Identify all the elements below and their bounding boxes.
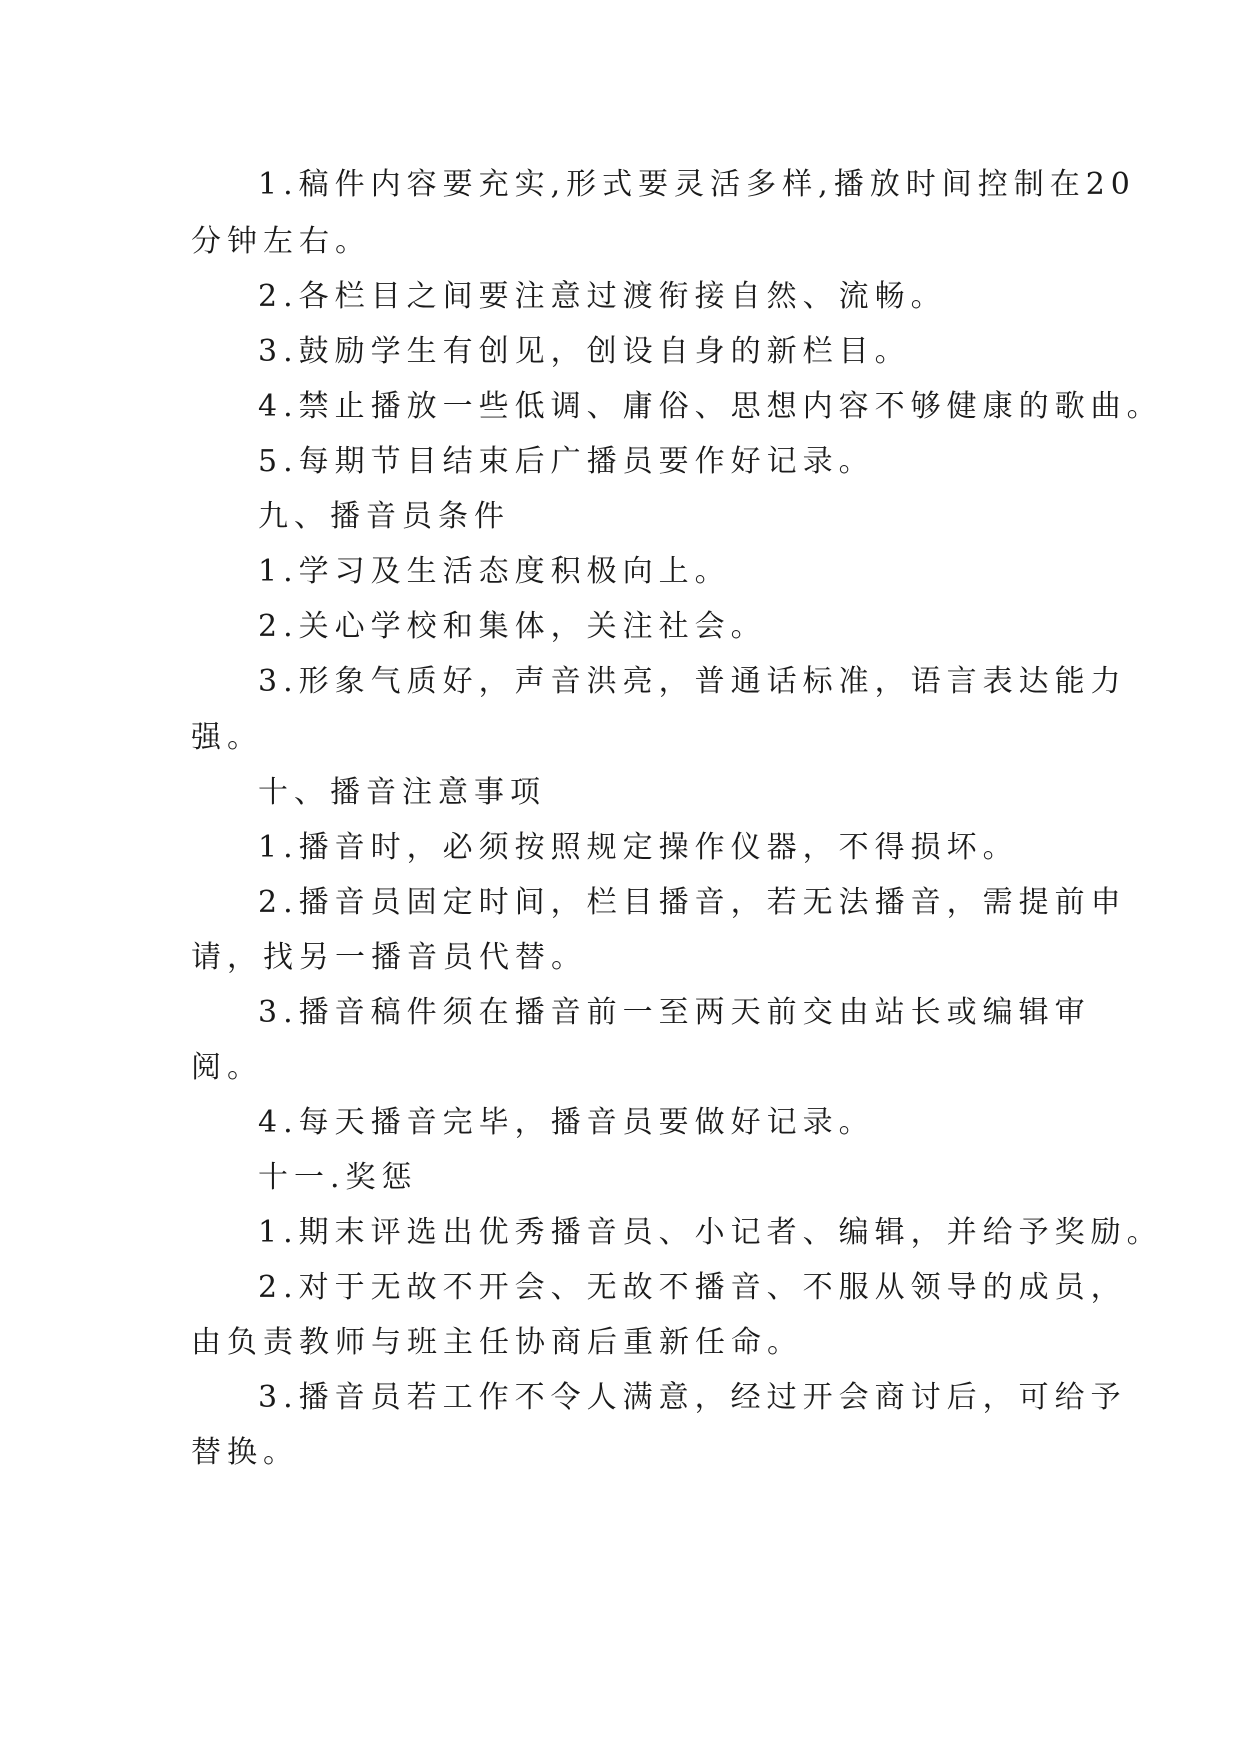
reward-item-1: 1.期末评选出优秀播音员、小记者、编辑，并给予奖励。 (258, 1215, 1163, 1250)
reward-item-2-line-2: 由负责教师与班主任协商后重新任命。 (191, 1325, 803, 1360)
section-heading-announcer-requirements: 九、播音员条件 (258, 499, 510, 534)
rules-item-1-line-1: 1.稿件内容要充实,形式要灵活多样,播放时间控制在20 (258, 167, 1136, 202)
requirement-item-1: 1.学习及生活态度积极向上。 (258, 554, 731, 589)
section-heading-broadcast-notes: 十、播音注意事项 (258, 775, 546, 810)
requirement-item-3-line-1: 3.形象气质好，声音洪亮，普通话标准，语言表达能力 (258, 664, 1127, 699)
note-item-4: 4.每天播音完毕，播音员要做好记录。 (258, 1105, 875, 1140)
reward-item-3-line-1: 3.播音员若工作不令人满意，经过开会商讨后，可给予 (258, 1380, 1127, 1415)
section-heading-rewards-penalties: 十一.奖惩 (258, 1160, 418, 1195)
requirement-item-2: 2.关心学校和集体，关注社会。 (258, 609, 767, 644)
rules-item-3: 3.鼓励学生有创见，创设自身的新栏目。 (258, 334, 911, 369)
reward-item-2-line-1: 2.对于无故不开会、无故不播音、不服从领导的成员， (258, 1270, 1127, 1305)
rules-item-2: 2.各栏目之间要注意过渡衔接自然、流畅。 (258, 279, 947, 314)
note-item-2-line-1: 2.播音员固定时间，栏目播音，若无法播音，需提前申 (258, 885, 1127, 920)
note-item-1: 1.播音时，必须按照规定操作仪器，不得损坏。 (258, 830, 1019, 865)
rules-item-5: 5.每期节目结束后广播员要作好记录。 (258, 444, 875, 479)
note-item-3-line-2: 阅。 (191, 1050, 263, 1085)
requirement-item-3-line-2: 强。 (191, 720, 263, 755)
rules-item-4: 4.禁止播放一些低调、庸俗、思想内容不够健康的歌曲。 (258, 389, 1163, 424)
note-item-2-line-2: 请，找另一播音员代替。 (191, 940, 587, 975)
note-item-3-line-1: 3.播音稿件须在播音前一至两天前交由站长或编辑审 (258, 995, 1091, 1030)
rules-item-1-line-2: 分钟左右。 (191, 224, 371, 259)
reward-item-3-line-2: 替换。 (191, 1435, 299, 1470)
